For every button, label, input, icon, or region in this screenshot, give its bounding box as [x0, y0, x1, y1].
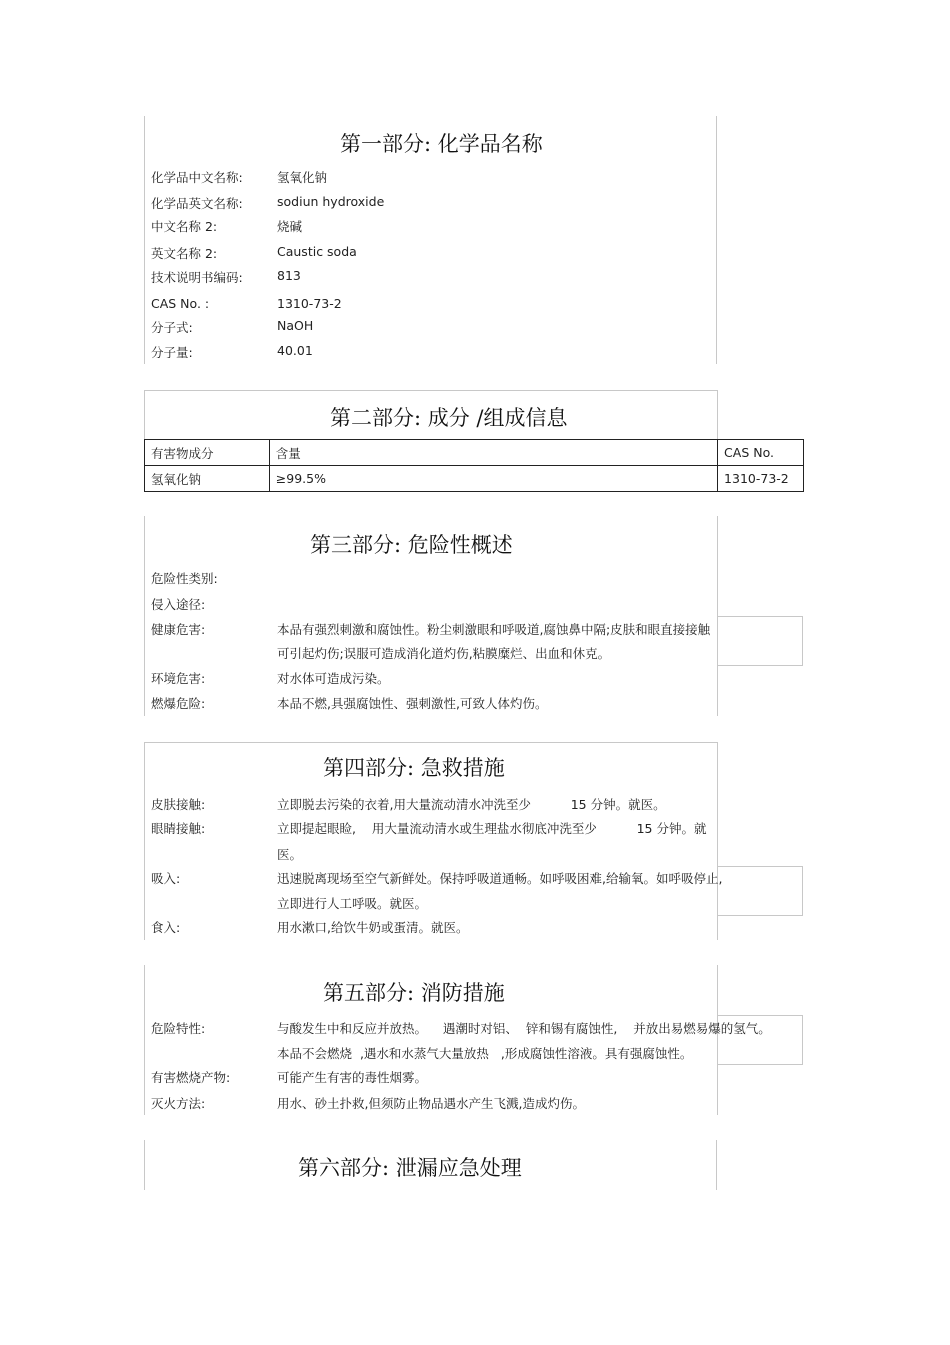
section4-right-border-top [717, 742, 718, 866]
molecular-weight-value: 40.01 [277, 343, 313, 358]
eye-contact-label: 眼睛接触: [151, 821, 206, 836]
combustion-products-text: 可能产生有害的毒性烟雾。 [277, 1070, 428, 1085]
section1-title: 第一部分: 化学品名称 [340, 132, 543, 156]
table-row [145, 466, 804, 492]
cell-content: ≥99.5% [269, 466, 717, 492]
english-name2-value: Caustic soda [277, 244, 357, 259]
english-name-value: sodiun hydroxide [277, 194, 385, 209]
eye-contact-text-1: 立即提起眼睑, 用大量流动清水或生理盐水彻底冲洗至少 15 分钟。就 [277, 821, 707, 836]
inhalation-text-1: 迅速脱离现场至空气新鲜处。保持呼吸道通畅。如呼吸困难,给输氧。如呼吸停止, [277, 871, 723, 886]
chinese-name2-label: 中文名称 2: [151, 219, 218, 234]
formula-label: 分子式: [151, 320, 193, 335]
chinese-name2-value: 烧碱 [277, 219, 303, 234]
cas-value: 1310-73-2 [277, 296, 342, 311]
cell-component: 氢氧化钠 [145, 466, 270, 492]
extinguishing-method-text: 用水、砂土扑救,但须防止物品遇水产生飞溅,造成灼伤。 [277, 1096, 585, 1111]
chinese-name-label: 化学品中文名称: [151, 170, 243, 185]
health-hazard-text-1: 本品有强烈刺激和腐蚀性。粉尘刺激眼和呼吸道,腐蚀鼻中隔;皮肤和眼直接接触 [277, 622, 711, 637]
section3-side-box [717, 616, 803, 666]
section3-right-border-bottom [717, 666, 718, 716]
section6-right-border [716, 1140, 717, 1190]
section5-right-border-bottom [717, 1065, 718, 1115]
header-component: 有害物成分 [145, 440, 270, 466]
section2-title: 第二部分: 成分 /组成信息 [330, 406, 568, 430]
ingestion-text: 用水漱口,给饮牛奶或蛋清。就医。 [277, 920, 469, 935]
section1-right-border [716, 116, 717, 364]
section4-top-border [144, 742, 718, 743]
skin-contact-label: 皮肤接触: [151, 797, 206, 812]
header-content: 含量 [269, 440, 717, 466]
skin-contact-text: 立即脱去污染的衣着,用大量流动清水冲洗至少 15 分钟。就医。 [277, 797, 666, 812]
health-hazard-text-2: 可引起灼伤;误服可造成消化道灼伤,粘膜糜烂、出血和休克。 [277, 646, 611, 661]
table-header-row [145, 440, 804, 466]
exposure-route-label: 侵入途径: [151, 597, 206, 612]
hazard-property-text-1: 与酸发生中和反应并放热。 遇潮时对铝、 锌和锡有腐蚀性, 并放出易燃易爆的氢气。 [277, 1021, 771, 1036]
inhalation-text-2: 立即进行人工呼吸。就医。 [277, 896, 428, 911]
section5-right-border-top [717, 965, 718, 1015]
fire-explosion-label: 燃爆危险: [151, 696, 206, 711]
hazard-property-text-2: 本品不会燃烧 ,遇水和水蒸气大量放热 ,形成腐蚀性溶液。具有强腐蚀性。 [277, 1046, 693, 1061]
eye-contact-text-2: 医。 [277, 847, 303, 862]
combustion-products-label: 有害燃烧产物: [151, 1070, 231, 1085]
english-name-label: 化学品英文名称: [151, 196, 243, 211]
inhalation-label: 吸入: [151, 871, 181, 886]
section4-left-border [144, 742, 145, 940]
section5-title: 第五部分: 消防措施 [323, 981, 505, 1005]
section4-side-box [717, 866, 803, 916]
section4-right-border-bottom [717, 916, 718, 940]
english-name2-label: 英文名称 2: [151, 246, 218, 261]
formula-value: NaOH [277, 318, 314, 333]
chinese-name-value: 氢氧化钠 [277, 170, 328, 185]
ingestion-label: 食入: [151, 920, 181, 935]
spec-code-value: 813 [277, 268, 301, 283]
cell-cas: 1310-73-2 [718, 466, 804, 492]
section3-left-border [144, 516, 145, 716]
hazard-property-label: 危险特性: [151, 1021, 206, 1036]
environment-hazard-label: 环境危害: [151, 671, 206, 686]
spec-code-label: 技术说明书编码: [151, 270, 243, 285]
header-cas: CAS No. [718, 440, 804, 466]
hazard-category-label: 危险性类别: [151, 571, 218, 586]
section4-title: 第四部分: 急救措施 [323, 756, 505, 780]
fire-explosion-text: 本品不燃,具强腐蚀性、强刺激性,可致人体灼伤。 [277, 696, 548, 711]
section1-left-border [144, 116, 145, 364]
cas-label: CAS No. : [151, 296, 210, 311]
composition-table [144, 439, 804, 492]
extinguishing-method-label: 灭火方法: [151, 1096, 206, 1111]
molecular-weight-label: 分子量: [151, 345, 193, 360]
health-hazard-label: 健康危害: [151, 622, 206, 637]
section5-left-border [144, 965, 145, 1115]
section6-title: 第六部分: 泄漏应急处理 [298, 1156, 522, 1180]
section3-right-border-top [717, 516, 718, 616]
section6-left-border [144, 1140, 145, 1190]
section3-title: 第三部分: 危险性概述 [310, 533, 513, 557]
environment-hazard-text: 对水体可造成污染。 [277, 671, 390, 686]
